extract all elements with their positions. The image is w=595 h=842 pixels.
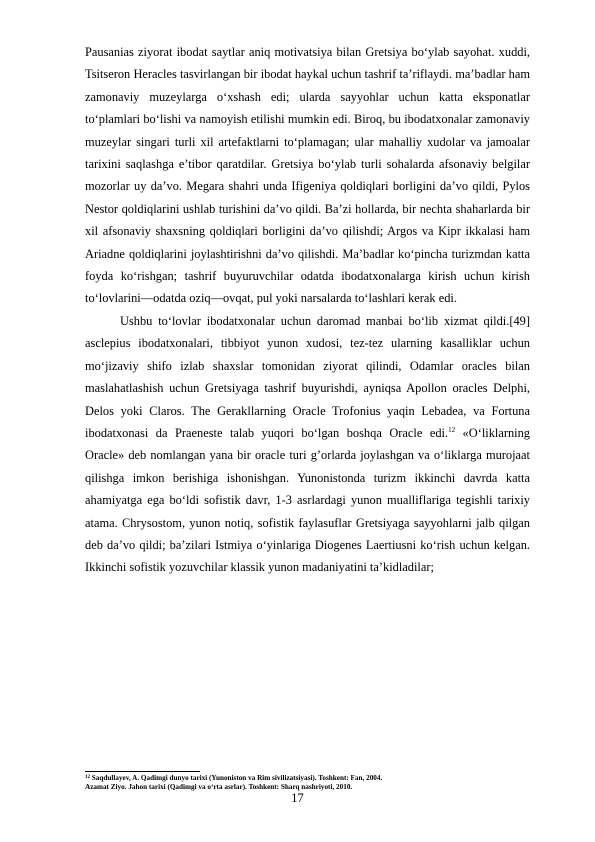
paragraph-1: Pausanias ziyorat ibodat saytlar aniq motivatsiya bilan Gretsiya bo‘ylab sayohat. xuddi, Tsitseron Heracles tasvirlangan bir ibodat haykal uchun tashrif ta’riflaydi. ma’badlar ham zamonaviy muzeylarga o‘xshash edi; ularda sayyohlar uchun katta eksponatlar to‘plamlari bo‘lishi va namoyish etilishi mumkin edi. Biroq, bu ibodatxonalar zamonaviy muzeylar singari turli xil artefaktlarni to‘plamagan; ular mahalliy xudolar va jamoalar tarixini saqlashga e’tibor qaratdilar. Gretsiya bo‘ylab turli sohalarda afsonaviy belgilar mozorlar uy da’vo. Megara shahri unda Ifigeniya qoldiqlari borligini da’vo qildi, Pylos Nestor qoldiqlarini ushlab turishini da’vo qildi. Ba’zi hollarda, bir nechta shaharlarda bir xil afsonaviy shaxsning qoldiqlari borligini da’vo qilishdi; Argos va Kipr ikkalasi ham Ariadne qoldiqlarini joylashtirishni da’vo qilishdi. Ma’badlar ko‘pincha turizmdan katta foyda ko‘rishgan; tashrif buyuruvchilar odatda ibodatxonalarga kirish uchun kirish to‘lovlarini—odatda oziq—ovqat, pul yoki narsalarda to‘lashlari kerak edi.: [85, 45, 530, 306]
page-number: 17: [291, 791, 304, 805]
paragraph-2-continuation: «O‘liklarning Oracle» deb nomlangan yana bir oracle turi g’orlarda joylashgan va o‘liklarga murojaat qilishga imkon berishiga ishonishgan. Yunonistonda turizm ikkinchi davrda katta ahamiyatga ega bo‘ldi sofistik davr, 1-3 asrlardagi yunon mualliflariga tegishli tarixiy atama. Chrysostom, yunon notiq, sofistik faylasuflar Gretsiyaga sayyohlarni jalb qilgan deb da’vo qildi; ba’zilari Istmiya o‘yinlariga Diogenes Laertiusni ko‘rish uchun kelgan. Ikkinchi sofistik yozuvchilar klassik yunon madaniyatini ta’kidladilar;: [85, 425, 531, 575]
footnote-text-1: Saqdullayev, A. Qadimgi dunyo tarixi (Yunoniston va Rim sivilizatsiyasi). Toshkent: Fan, 2004.: [90, 774, 383, 782]
footnote-line-1: [85, 774, 530, 783]
footnote-line-2: Azamat Ziyo. Jahon tarixi (Qadimgi va o‘rta asrlar). Toshkent: Sharq nashriyoti, 2010.: [85, 783, 353, 791]
page-body: [85, 41, 530, 579]
footnotes: [85, 774, 530, 792]
footnote-marker: 12: [85, 775, 90, 780]
paragraph-2: [85, 310, 530, 579]
paragraph-2-text: Ushbu to‘lovlar ibodatxonalar uchun daromad manbai bo‘lib xizmat qildi.[49] asclepius ibodatxonalari, tibbiyot yunon xudosi, tez-tez ularning kasalliklar uchun mo‘jizaviy shifo izlab shaxslar tomonidan ziyorat qilindi, Odamlar oracles bilan maslahatlashish uchun Gretsiyaga tashrif buyurishdi, ayniqsa Apollon oracles Delphi, Delos yoki Claros. The Gerakllarning Oracle Trofonius yaqin Lebadea, va Fortuna ibodatxonasi da Praeneste talab yuqori bo‘lgan boshqa Oracle edi.: [85, 313, 530, 440]
footnote-reference[interactable]: 12: [448, 425, 456, 434]
footnote-divider: [85, 771, 200, 772]
